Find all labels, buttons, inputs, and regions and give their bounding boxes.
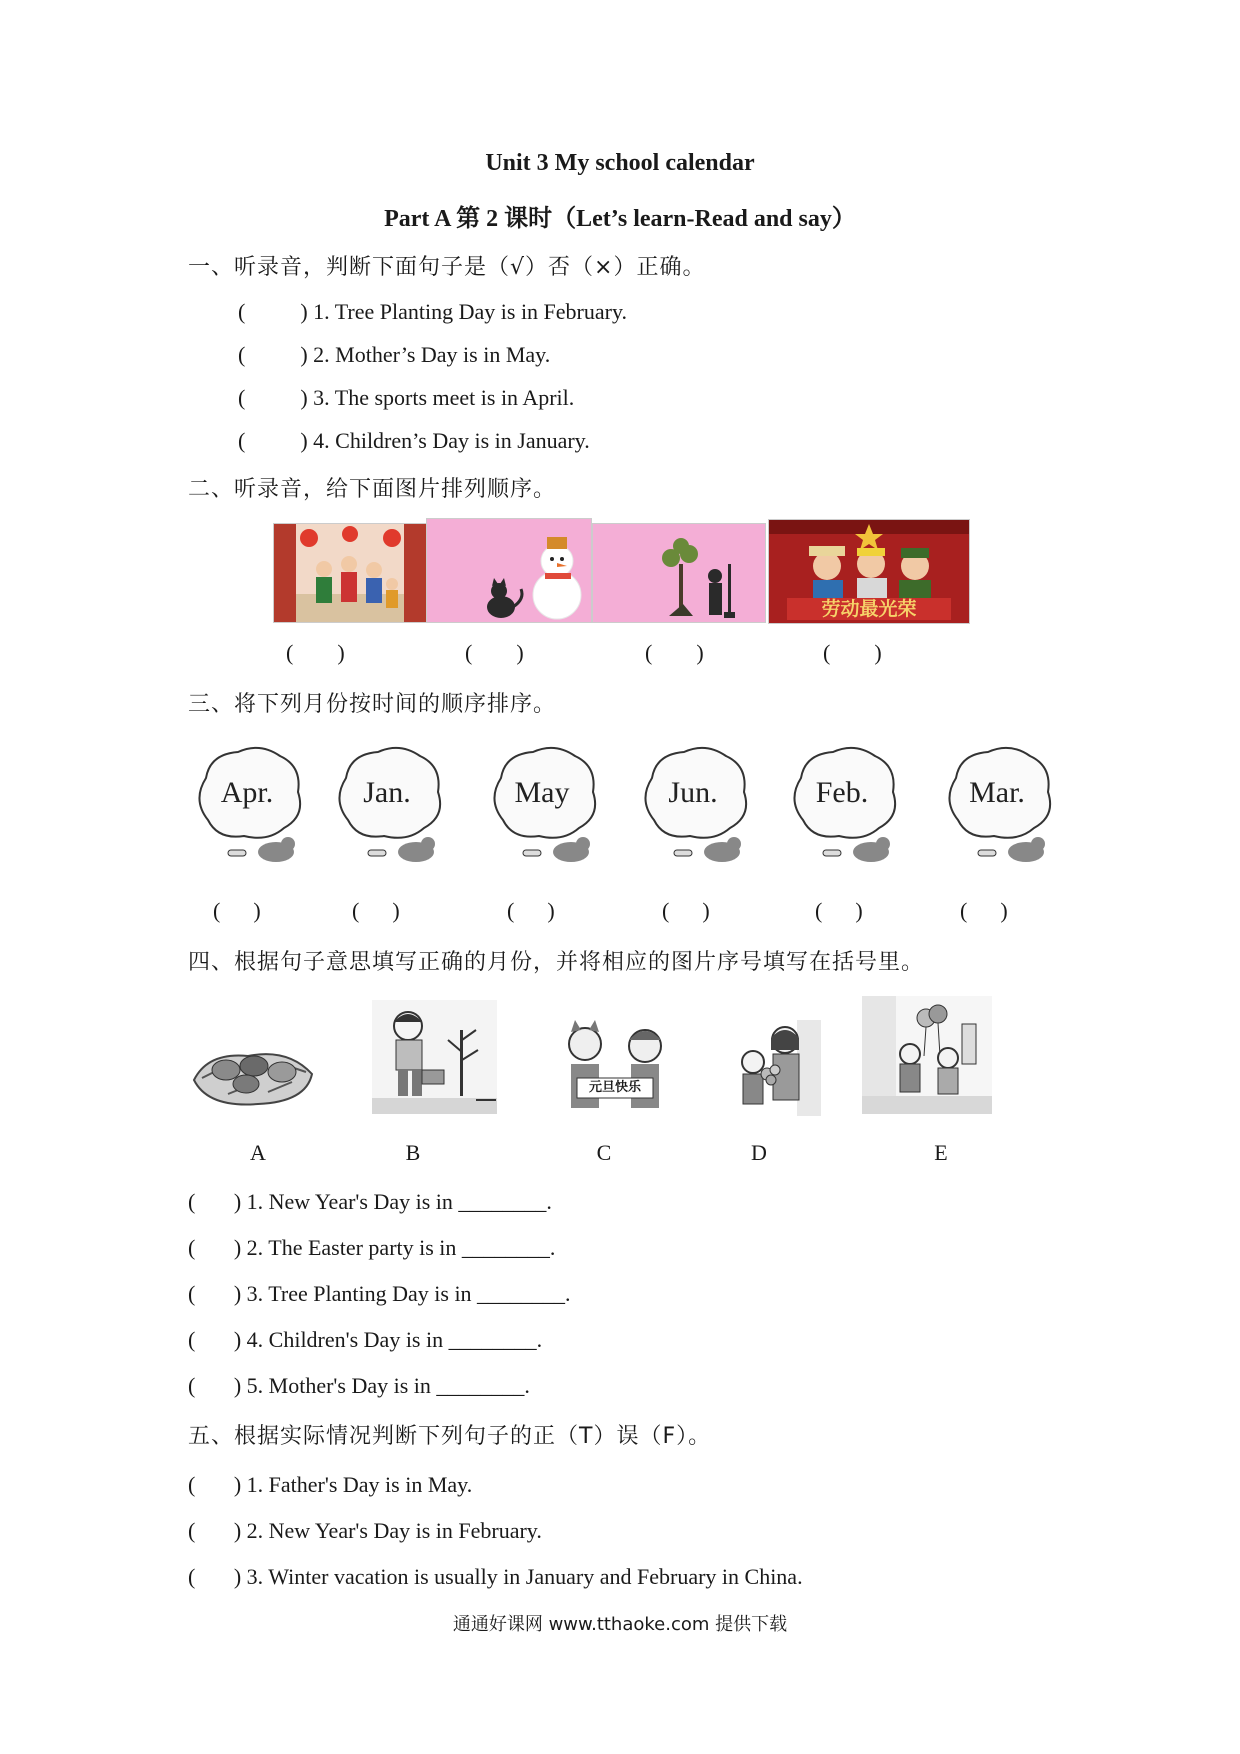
dog-icon — [258, 837, 295, 862]
labour-day-banner-text: 劳动最光荣 — [821, 598, 917, 620]
dog-icon — [704, 837, 741, 862]
month-label-1: Apr. — [220, 776, 274, 809]
month-label-2: Jan. — [363, 776, 411, 809]
page-subtitle: Part A 第 2 课时（Let’s learn-Read and say） — [384, 206, 856, 232]
picture-letter-e: E — [934, 1140, 948, 1165]
childrens-day-picture — [862, 996, 992, 1114]
s1-item-1: ( ) 1. Tree Planting Day is in February. — [238, 299, 628, 324]
s1-item-2: ( ) 2. Mother’s Day is in May. — [238, 342, 551, 367]
picture-letter-d: D — [751, 1140, 767, 1165]
festival-street-picture — [273, 523, 427, 623]
dog-icon — [1008, 837, 1045, 862]
section3-heading: 三、将下列月份按时间的顺序排序。 — [188, 692, 557, 717]
tree-planting-icon — [593, 524, 765, 622]
s4-item-1: ( ) 1. New Year's Day is in ________. — [188, 1189, 552, 1214]
labour-day-picture — [768, 519, 970, 624]
s3-blank-3: ( ) — [507, 898, 555, 923]
easter-eggs-picture — [188, 1022, 318, 1114]
month-cloud-1 — [188, 740, 306, 872]
picture-letter-a: A — [250, 1140, 266, 1165]
s5-item-2: ( ) 2. New Year's Day is in February. — [188, 1518, 542, 1543]
s1-item-3: ( ) 3. The sports meet is in April. — [238, 385, 575, 410]
s4-item-3: ( ) 3. Tree Planting Day is in ________. — [188, 1281, 571, 1306]
section1-heading: 一、听录音，判断下面句子是（√）否（×）正确。 — [188, 255, 706, 280]
section4-heading: 四、根据句子意思填写正确的月份，并将相应的图片序号填写在括号里。 — [188, 950, 925, 975]
month-cloud-4 — [634, 740, 752, 872]
boy-planting-picture — [372, 1000, 497, 1114]
snowman-icon — [427, 519, 591, 622]
tree-planting-picture — [592, 523, 766, 623]
page-title: Unit 3 My school calendar — [485, 150, 755, 176]
dog-icon — [853, 837, 890, 862]
s3-blank-4: ( ) — [662, 898, 710, 923]
s5-item-3: ( ) 3. Winter vacation is usually in January and February in China. — [188, 1564, 803, 1589]
section2-heading: 二、听录音，给下面图片排列顺序。 — [188, 477, 557, 502]
new-year-picture — [547, 1018, 677, 1114]
s3-blank-1: ( ) — [213, 898, 261, 923]
s3-blank-5: ( ) — [815, 898, 863, 923]
month-cloud-6 — [938, 740, 1056, 872]
s4-item-4: ( ) 4. Children's Day is in ________. — [188, 1327, 543, 1352]
s4-item-5: ( ) 5. Mother's Day is in ________. — [188, 1373, 530, 1398]
month-label-3: May — [514, 776, 570, 809]
s3-blank-2: ( ) — [352, 898, 400, 923]
s2-blank-1: ( ) — [286, 640, 345, 665]
s2-blank-4: ( ) — [823, 640, 882, 665]
month-label-6: Mar. — [969, 776, 1025, 809]
month-label-4: Jun. — [668, 776, 718, 809]
s4-item-2: ( ) 2. The Easter party is in ________. — [188, 1235, 556, 1260]
s3-blank-6: ( ) — [960, 898, 1008, 923]
mothers-day-picture — [731, 1020, 831, 1120]
s5-item-1: ( ) 1. Father's Day is in May. — [188, 1472, 473, 1497]
dog-icon — [398, 837, 435, 862]
new-year-banner-text: 元旦快乐 — [588, 1080, 641, 1095]
dog-icon — [553, 837, 590, 862]
s2-blank-2: ( ) — [465, 640, 524, 665]
month-cloud-2 — [328, 740, 446, 872]
month-cloud-5 — [783, 740, 901, 872]
picture-letter-b: B — [405, 1140, 421, 1165]
footer-text: 通通好课网 www.tthaoke.com 提供下载 — [452, 1614, 788, 1635]
s2-blank-3: ( ) — [645, 640, 704, 665]
picture-letter-c: C — [596, 1140, 612, 1165]
section5-heading: 五、根据实际情况判断下列句子的正（T）误（F）。 — [188, 1424, 712, 1449]
month-cloud-3 — [483, 740, 601, 872]
snowman-picture — [426, 518, 592, 623]
s1-item-4: ( ) 4. Children’s Day is in January. — [238, 428, 590, 453]
month-label-5: Feb. — [815, 776, 869, 809]
